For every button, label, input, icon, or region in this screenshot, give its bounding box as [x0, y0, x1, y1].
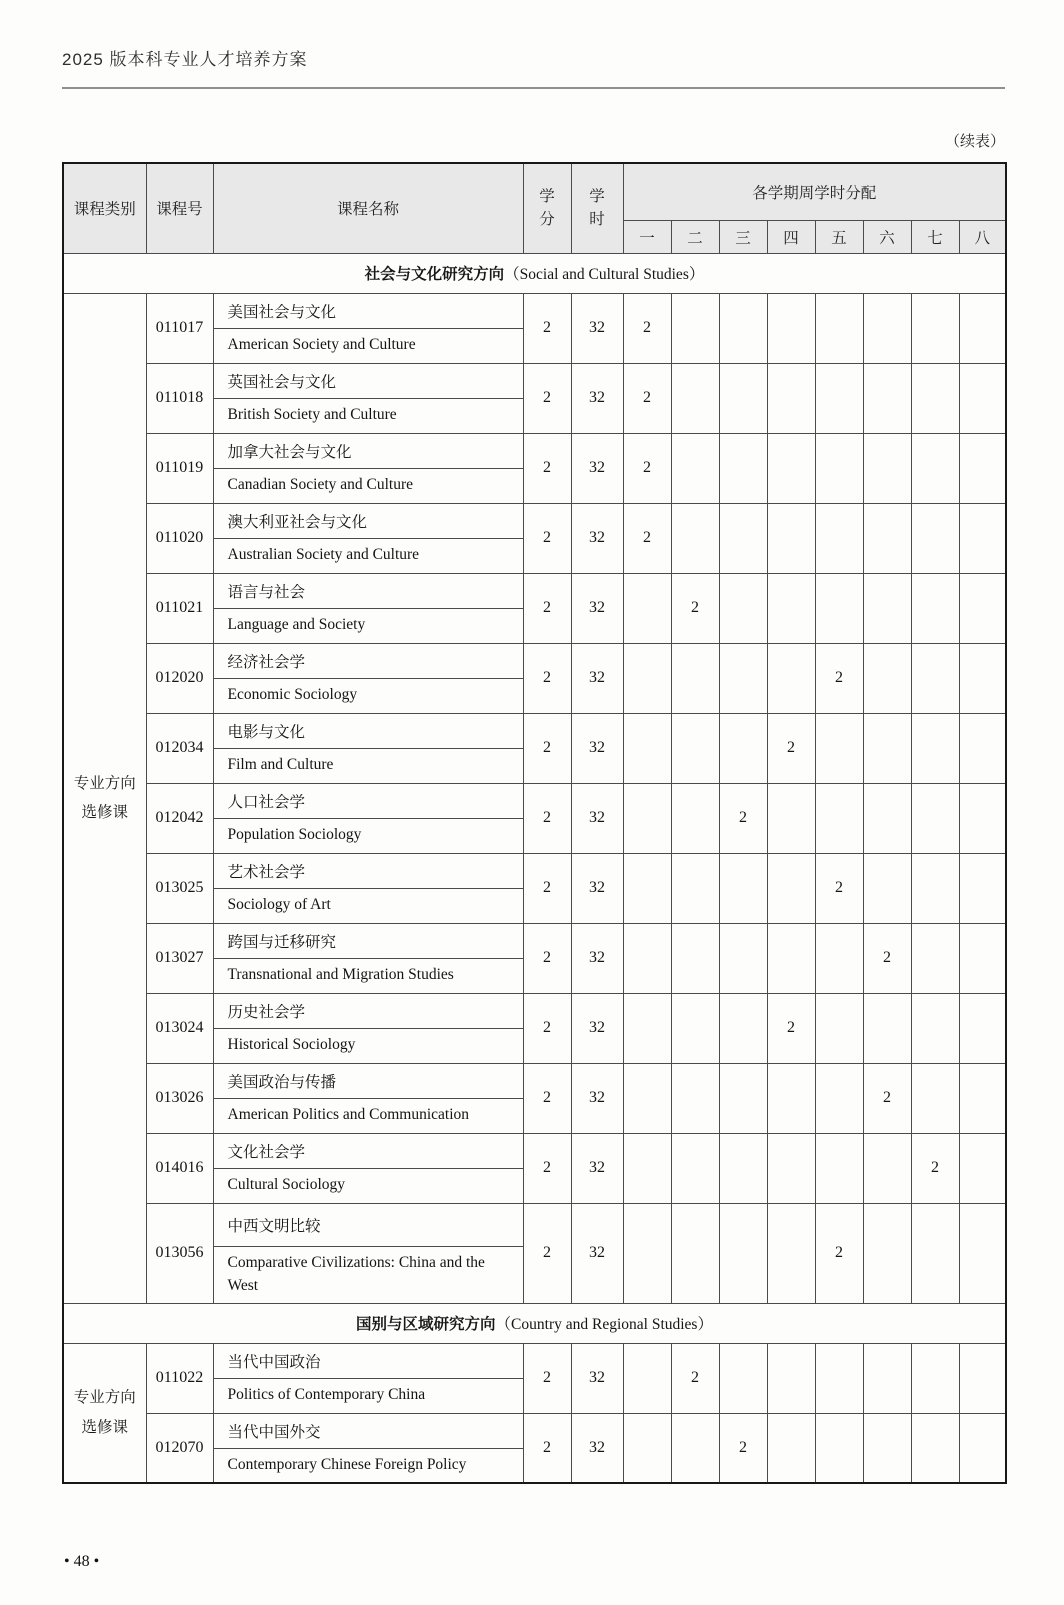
semester-hours-cell [911, 1343, 959, 1413]
semester-hours-cell [719, 1063, 767, 1133]
semester-hours-cell [623, 713, 671, 783]
semester-hours-cell [863, 1203, 911, 1303]
credits-cell: 2 [523, 1133, 571, 1203]
course-no-cell: 013027 [146, 923, 213, 993]
semester-hours-cell [911, 1203, 959, 1303]
semester-hours-cell [767, 433, 815, 503]
hours-cell: 32 [571, 363, 623, 433]
semester-hours-cell [671, 1203, 719, 1303]
course-name-cell [213, 363, 523, 433]
semester-hours-cell [767, 783, 815, 853]
hours-cell: 32 [571, 1413, 623, 1483]
course-no-cell: 013026 [146, 1063, 213, 1133]
semester-hours-cell [959, 923, 1006, 993]
header-semester-4: 四 [767, 220, 815, 253]
course-no-cell: 013025 [146, 853, 213, 923]
section-title-zh: 国别与区域研究方向 [356, 1316, 496, 1333]
course-name-cell [213, 993, 523, 1063]
semester-hours-cell [623, 783, 671, 853]
header-semester-7: 七 [911, 220, 959, 253]
course-no-cell: 014016 [146, 1133, 213, 1203]
hours-cell: 32 [571, 783, 623, 853]
course-no-cell: 012020 [146, 643, 213, 713]
semester-hours-cell [719, 573, 767, 643]
semester-hours-cell [623, 993, 671, 1063]
semester-hours-cell [911, 713, 959, 783]
course-name-cell [213, 713, 523, 783]
semester-hours-cell [959, 573, 1006, 643]
semester-hours-cell [671, 293, 719, 363]
semester-hours-cell [671, 783, 719, 853]
hours-cell: 32 [571, 293, 623, 363]
semester-hours-cell: 2 [767, 713, 815, 783]
header-hours [571, 163, 623, 253]
semester-hours-cell [815, 363, 863, 433]
category-label: 专业方向选修课 [73, 1389, 136, 1436]
semester-hours-cell [911, 1063, 959, 1133]
category-cell [63, 293, 146, 1303]
course-row [63, 363, 1006, 433]
semester-hours-cell [815, 503, 863, 573]
semester-hours-cell [911, 993, 959, 1063]
course-name-zh: 美国政治与传播 [214, 1064, 523, 1099]
credits-cell: 2 [523, 993, 571, 1063]
course-name [214, 574, 523, 642]
semester-hours-cell [959, 643, 1006, 713]
semester-hours-cell [671, 1413, 719, 1483]
section-title-cell [63, 253, 1006, 293]
section-header-row [63, 1303, 1006, 1343]
course-row [63, 1203, 1006, 1303]
course-row [63, 503, 1006, 573]
semester-hours-cell: 2 [719, 1413, 767, 1483]
course-name-en: Cultural Sociology [227, 1176, 346, 1194]
course-no-cell: 011019 [146, 433, 213, 503]
category-cell [63, 1343, 146, 1483]
semester-hours-cell [815, 1413, 863, 1483]
header-hours-label: 学时 [589, 188, 605, 229]
semester-hours-cell [719, 433, 767, 503]
header-course-no: 课程号 [146, 163, 213, 253]
semester-hours-cell [671, 1063, 719, 1133]
semester-hours-cell [623, 1203, 671, 1303]
course-name-en: Economic Sociology [227, 686, 358, 704]
semester-hours-cell [863, 1413, 911, 1483]
header-semester-8: 八 [959, 220, 1006, 253]
course-name-zh: 语言与社会 [214, 574, 523, 609]
credits-cell: 2 [523, 1203, 571, 1303]
course-name-cell [213, 293, 523, 363]
semester-hours-cell [671, 853, 719, 923]
course-row [63, 1063, 1006, 1133]
semester-hours-cell [767, 363, 815, 433]
semester-hours-cell [911, 1413, 959, 1483]
course-name-zh: 电影与文化 [214, 714, 523, 749]
semester-hours-cell [767, 293, 815, 363]
semester-hours-cell [623, 643, 671, 713]
course-no-cell: 013056 [146, 1203, 213, 1303]
semester-hours-cell [719, 643, 767, 713]
course-row [63, 573, 1006, 643]
semester-hours-cell [719, 293, 767, 363]
course-name [214, 784, 523, 852]
course-no-cell: 011020 [146, 503, 213, 573]
semester-hours-cell [767, 923, 815, 993]
semester-hours-cell [671, 503, 719, 573]
course-name-zh: 英国社会与文化 [214, 364, 523, 399]
semester-hours-cell [863, 363, 911, 433]
hours-cell: 32 [571, 853, 623, 923]
semester-hours-cell: 2 [623, 433, 671, 503]
semester-hours-cell [719, 923, 767, 993]
course-name-en: Transnational and Migration Studies [227, 966, 454, 984]
course-name-zh: 加拿大社会与文化 [214, 434, 523, 469]
course-name-en: Language and Society [227, 616, 366, 634]
course-name-zh: 跨国与迁移研究 [214, 924, 523, 959]
semester-hours-cell [671, 643, 719, 713]
course-row [63, 1133, 1006, 1203]
course-no-cell: 011022 [146, 1343, 213, 1413]
course-name [214, 1414, 523, 1482]
semester-hours-cell [911, 573, 959, 643]
semester-hours-cell: 2 [911, 1133, 959, 1203]
course-name [214, 1204, 523, 1302]
course-name-en: Canadian Society and Culture [227, 476, 414, 494]
course-name-zh: 文化社会学 [214, 1134, 523, 1169]
header-course-name: 课程名称 [213, 163, 523, 253]
hours-cell: 32 [571, 713, 623, 783]
course-no-cell: 013024 [146, 993, 213, 1063]
semester-hours-cell [815, 573, 863, 643]
semester-hours-cell [911, 923, 959, 993]
semester-hours-cell: 2 [719, 783, 767, 853]
semester-hours-cell [815, 993, 863, 1063]
semester-hours-cell [863, 433, 911, 503]
semester-hours-cell [719, 1133, 767, 1203]
course-name [214, 714, 523, 782]
semester-hours-cell [623, 853, 671, 923]
semester-hours-cell [959, 363, 1006, 433]
course-name-en: Politics of Contemporary China [227, 1386, 426, 1404]
semester-hours-cell [815, 433, 863, 503]
semester-hours-cell [863, 993, 911, 1063]
semester-hours-cell: 2 [815, 853, 863, 923]
course-name-zh: 人口社会学 [214, 784, 523, 819]
semester-hours-cell [863, 713, 911, 783]
course-name-en: American Politics and Communication [227, 1106, 469, 1124]
semester-hours-cell: 2 [863, 923, 911, 993]
course-name-en: Historical Sociology [227, 1036, 356, 1054]
semester-hours-cell [671, 433, 719, 503]
course-name-cell [213, 1063, 523, 1133]
semester-hours-cell [719, 993, 767, 1063]
hours-cell: 32 [571, 1203, 623, 1303]
course-name [214, 644, 523, 712]
credits-cell: 2 [523, 1063, 571, 1133]
course-no-cell: 011021 [146, 573, 213, 643]
document-header-title: 2025 版本科专业人才培养方案 [62, 50, 308, 69]
semester-hours-cell [815, 1343, 863, 1413]
course-row [63, 853, 1006, 923]
course-name-en: Sociology of Art [227, 896, 331, 914]
course-name [214, 854, 523, 922]
course-name-cell [213, 853, 523, 923]
course-row [63, 643, 1006, 713]
course-name-en: Population Sociology [227, 826, 362, 844]
category-label: 专业方向选修课 [73, 774, 136, 821]
semester-hours-cell [623, 923, 671, 993]
semester-hours-cell [863, 853, 911, 923]
section-title-cell [63, 1303, 1006, 1343]
semester-hours-cell [815, 923, 863, 993]
semester-hours-cell [767, 573, 815, 643]
course-name-cell [213, 1203, 523, 1303]
semester-hours-cell [959, 1063, 1006, 1133]
course-name-cell [213, 1413, 523, 1483]
course-table-body [63, 253, 1006, 1483]
semester-hours-cell [767, 1343, 815, 1413]
hours-cell: 32 [571, 433, 623, 503]
credits-cell: 2 [523, 713, 571, 783]
course-name-cell [213, 1133, 523, 1203]
semester-hours-cell [911, 293, 959, 363]
semester-hours-cell [815, 1063, 863, 1133]
semester-hours-cell [719, 503, 767, 573]
course-name [214, 1134, 523, 1202]
hours-cell: 32 [571, 1063, 623, 1133]
header-semester-5: 五 [815, 220, 863, 253]
semester-hours-cell [959, 1413, 1006, 1483]
course-name-cell [213, 783, 523, 853]
course-name-zh: 中西文明比较 [214, 1204, 523, 1247]
header-semester-6: 六 [863, 220, 911, 253]
semester-hours-cell [671, 993, 719, 1063]
semester-hours-cell [863, 503, 911, 573]
semester-hours-cell [911, 783, 959, 853]
semester-hours-cell: 2 [767, 993, 815, 1063]
course-name-cell [213, 1343, 523, 1413]
header-semester-1: 一 [623, 220, 671, 253]
semester-hours-cell [815, 783, 863, 853]
credits-cell: 2 [523, 363, 571, 433]
semester-hours-cell [815, 713, 863, 783]
course-name-en: Film and Culture [227, 756, 334, 774]
course-name-zh: 当代中国政治 [214, 1344, 523, 1379]
credits-cell: 2 [523, 783, 571, 853]
course-name-en: Australian Society and Culture [227, 546, 420, 564]
course-name [214, 504, 523, 572]
credits-cell: 2 [523, 433, 571, 503]
semester-hours-cell [671, 1133, 719, 1203]
section-title-en: （Country and Regional Studies） [495, 1316, 713, 1333]
page-number: • 48 • [64, 1553, 100, 1570]
course-name [214, 294, 523, 362]
credits-cell: 2 [523, 573, 571, 643]
course-name [214, 1344, 523, 1412]
header-credits [523, 163, 571, 253]
course-name-en: American Society and Culture [227, 336, 416, 354]
semester-hours-cell [863, 1343, 911, 1413]
hours-cell: 32 [571, 1133, 623, 1203]
credits-cell: 2 [523, 643, 571, 713]
hours-cell: 32 [571, 993, 623, 1063]
semester-hours-cell [719, 713, 767, 783]
semester-hours-cell [959, 503, 1006, 573]
course-row [63, 1343, 1006, 1413]
section-header-row [63, 253, 1006, 293]
credits-cell: 2 [523, 923, 571, 993]
semester-hours-cell [959, 293, 1006, 363]
course-no-cell: 011018 [146, 363, 213, 433]
semester-hours-cell [671, 713, 719, 783]
header-semester-group: 各学期周学时分配 [623, 163, 1006, 220]
semester-hours-cell [863, 643, 911, 713]
semester-hours-cell [719, 363, 767, 433]
course-row [63, 993, 1006, 1063]
semester-hours-cell: 2 [671, 573, 719, 643]
course-name-zh: 当代中国外交 [214, 1414, 523, 1449]
semester-hours-cell [863, 573, 911, 643]
course-name [214, 434, 523, 502]
course-no-cell: 012034 [146, 713, 213, 783]
semester-hours-cell: 2 [815, 643, 863, 713]
semester-hours-cell [767, 1133, 815, 1203]
semester-hours-cell: 2 [623, 363, 671, 433]
course-row [63, 293, 1006, 363]
course-name-cell [213, 643, 523, 713]
semester-hours-cell [671, 363, 719, 433]
semester-hours-cell [623, 1133, 671, 1203]
course-name-zh: 澳大利亚社会与文化 [214, 504, 523, 539]
curriculum-table [62, 162, 1007, 1484]
semester-hours-cell [911, 643, 959, 713]
semester-hours-cell [863, 1133, 911, 1203]
course-name-en: Contemporary Chinese Foreign Policy [227, 1456, 467, 1474]
course-row [63, 923, 1006, 993]
course-name-zh: 美国社会与文化 [214, 294, 523, 329]
semester-hours-cell [911, 503, 959, 573]
semester-hours-cell [863, 293, 911, 363]
semester-hours-cell [767, 503, 815, 573]
course-name-cell [213, 503, 523, 573]
header-rule [62, 87, 1005, 89]
semester-hours-cell [959, 993, 1006, 1063]
course-name-cell [213, 573, 523, 643]
semester-hours-cell [959, 1203, 1006, 1303]
credits-cell: 2 [523, 503, 571, 573]
header-credits-label: 学分 [539, 188, 555, 229]
semester-hours-cell [911, 853, 959, 923]
semester-hours-cell [767, 1413, 815, 1483]
semester-hours-cell [623, 1343, 671, 1413]
semester-hours-cell [815, 1133, 863, 1203]
semester-hours-cell [719, 1203, 767, 1303]
semester-hours-cell [911, 433, 959, 503]
course-name [214, 924, 523, 992]
semester-hours-cell [959, 1133, 1006, 1203]
semester-hours-cell: 2 [623, 503, 671, 573]
credits-cell: 2 [523, 1343, 571, 1413]
semester-hours-cell [959, 433, 1006, 503]
hours-cell: 32 [571, 573, 623, 643]
semester-hours-cell: 2 [623, 293, 671, 363]
hours-cell: 32 [571, 643, 623, 713]
semester-hours-cell [959, 853, 1006, 923]
header-semester-3: 三 [719, 220, 767, 253]
course-row [63, 1413, 1006, 1483]
course-name [214, 364, 523, 432]
course-no-cell: 012042 [146, 783, 213, 853]
credits-cell: 2 [523, 853, 571, 923]
semester-hours-cell [767, 643, 815, 713]
course-row [63, 783, 1006, 853]
semester-hours-cell [959, 713, 1006, 783]
semester-hours-cell [863, 783, 911, 853]
semester-hours-cell [767, 1203, 815, 1303]
table-header-row-1 [63, 163, 1006, 220]
course-row [63, 433, 1006, 503]
semester-hours-cell [623, 1413, 671, 1483]
course-name [214, 994, 523, 1062]
course-no-cell: 011017 [146, 293, 213, 363]
course-name-en: Comparative Civilizations: China and the West [227, 1254, 485, 1294]
course-name-zh: 历史社会学 [214, 994, 523, 1029]
hours-cell: 32 [571, 923, 623, 993]
semester-hours-cell: 2 [671, 1343, 719, 1413]
semester-hours-cell [815, 293, 863, 363]
semester-hours-cell: 2 [815, 1203, 863, 1303]
course-name-cell [213, 923, 523, 993]
course-name-zh: 经济社会学 [214, 644, 523, 679]
course-row [63, 713, 1006, 783]
course-no-cell: 012070 [146, 1413, 213, 1483]
header-semester-2: 二 [671, 220, 719, 253]
semester-hours-cell [767, 853, 815, 923]
course-name [214, 1064, 523, 1132]
hours-cell: 32 [571, 1343, 623, 1413]
semester-hours-cell: 2 [863, 1063, 911, 1133]
course-name-en: British Society and Culture [227, 406, 397, 424]
course-name-cell [213, 433, 523, 503]
continued-table-note: （续表） [944, 134, 1005, 150]
semester-hours-cell [719, 853, 767, 923]
section-title-en: （Social and Cultural Studies） [504, 266, 705, 283]
semester-hours-cell [623, 1063, 671, 1133]
semester-hours-cell [623, 573, 671, 643]
credits-cell: 2 [523, 1413, 571, 1483]
hours-cell: 32 [571, 503, 623, 573]
semester-hours-cell [719, 1343, 767, 1413]
semester-hours-cell [959, 1343, 1006, 1413]
section-title-zh: 社会与文化研究方向 [364, 266, 505, 283]
course-name-zh: 艺术社会学 [214, 854, 523, 889]
header-category: 课程类别 [63, 163, 146, 253]
semester-hours-cell [911, 363, 959, 433]
semester-hours-cell [671, 923, 719, 993]
credits-cell: 2 [523, 293, 571, 363]
semester-hours-cell [959, 783, 1006, 853]
semester-hours-cell [767, 1063, 815, 1133]
